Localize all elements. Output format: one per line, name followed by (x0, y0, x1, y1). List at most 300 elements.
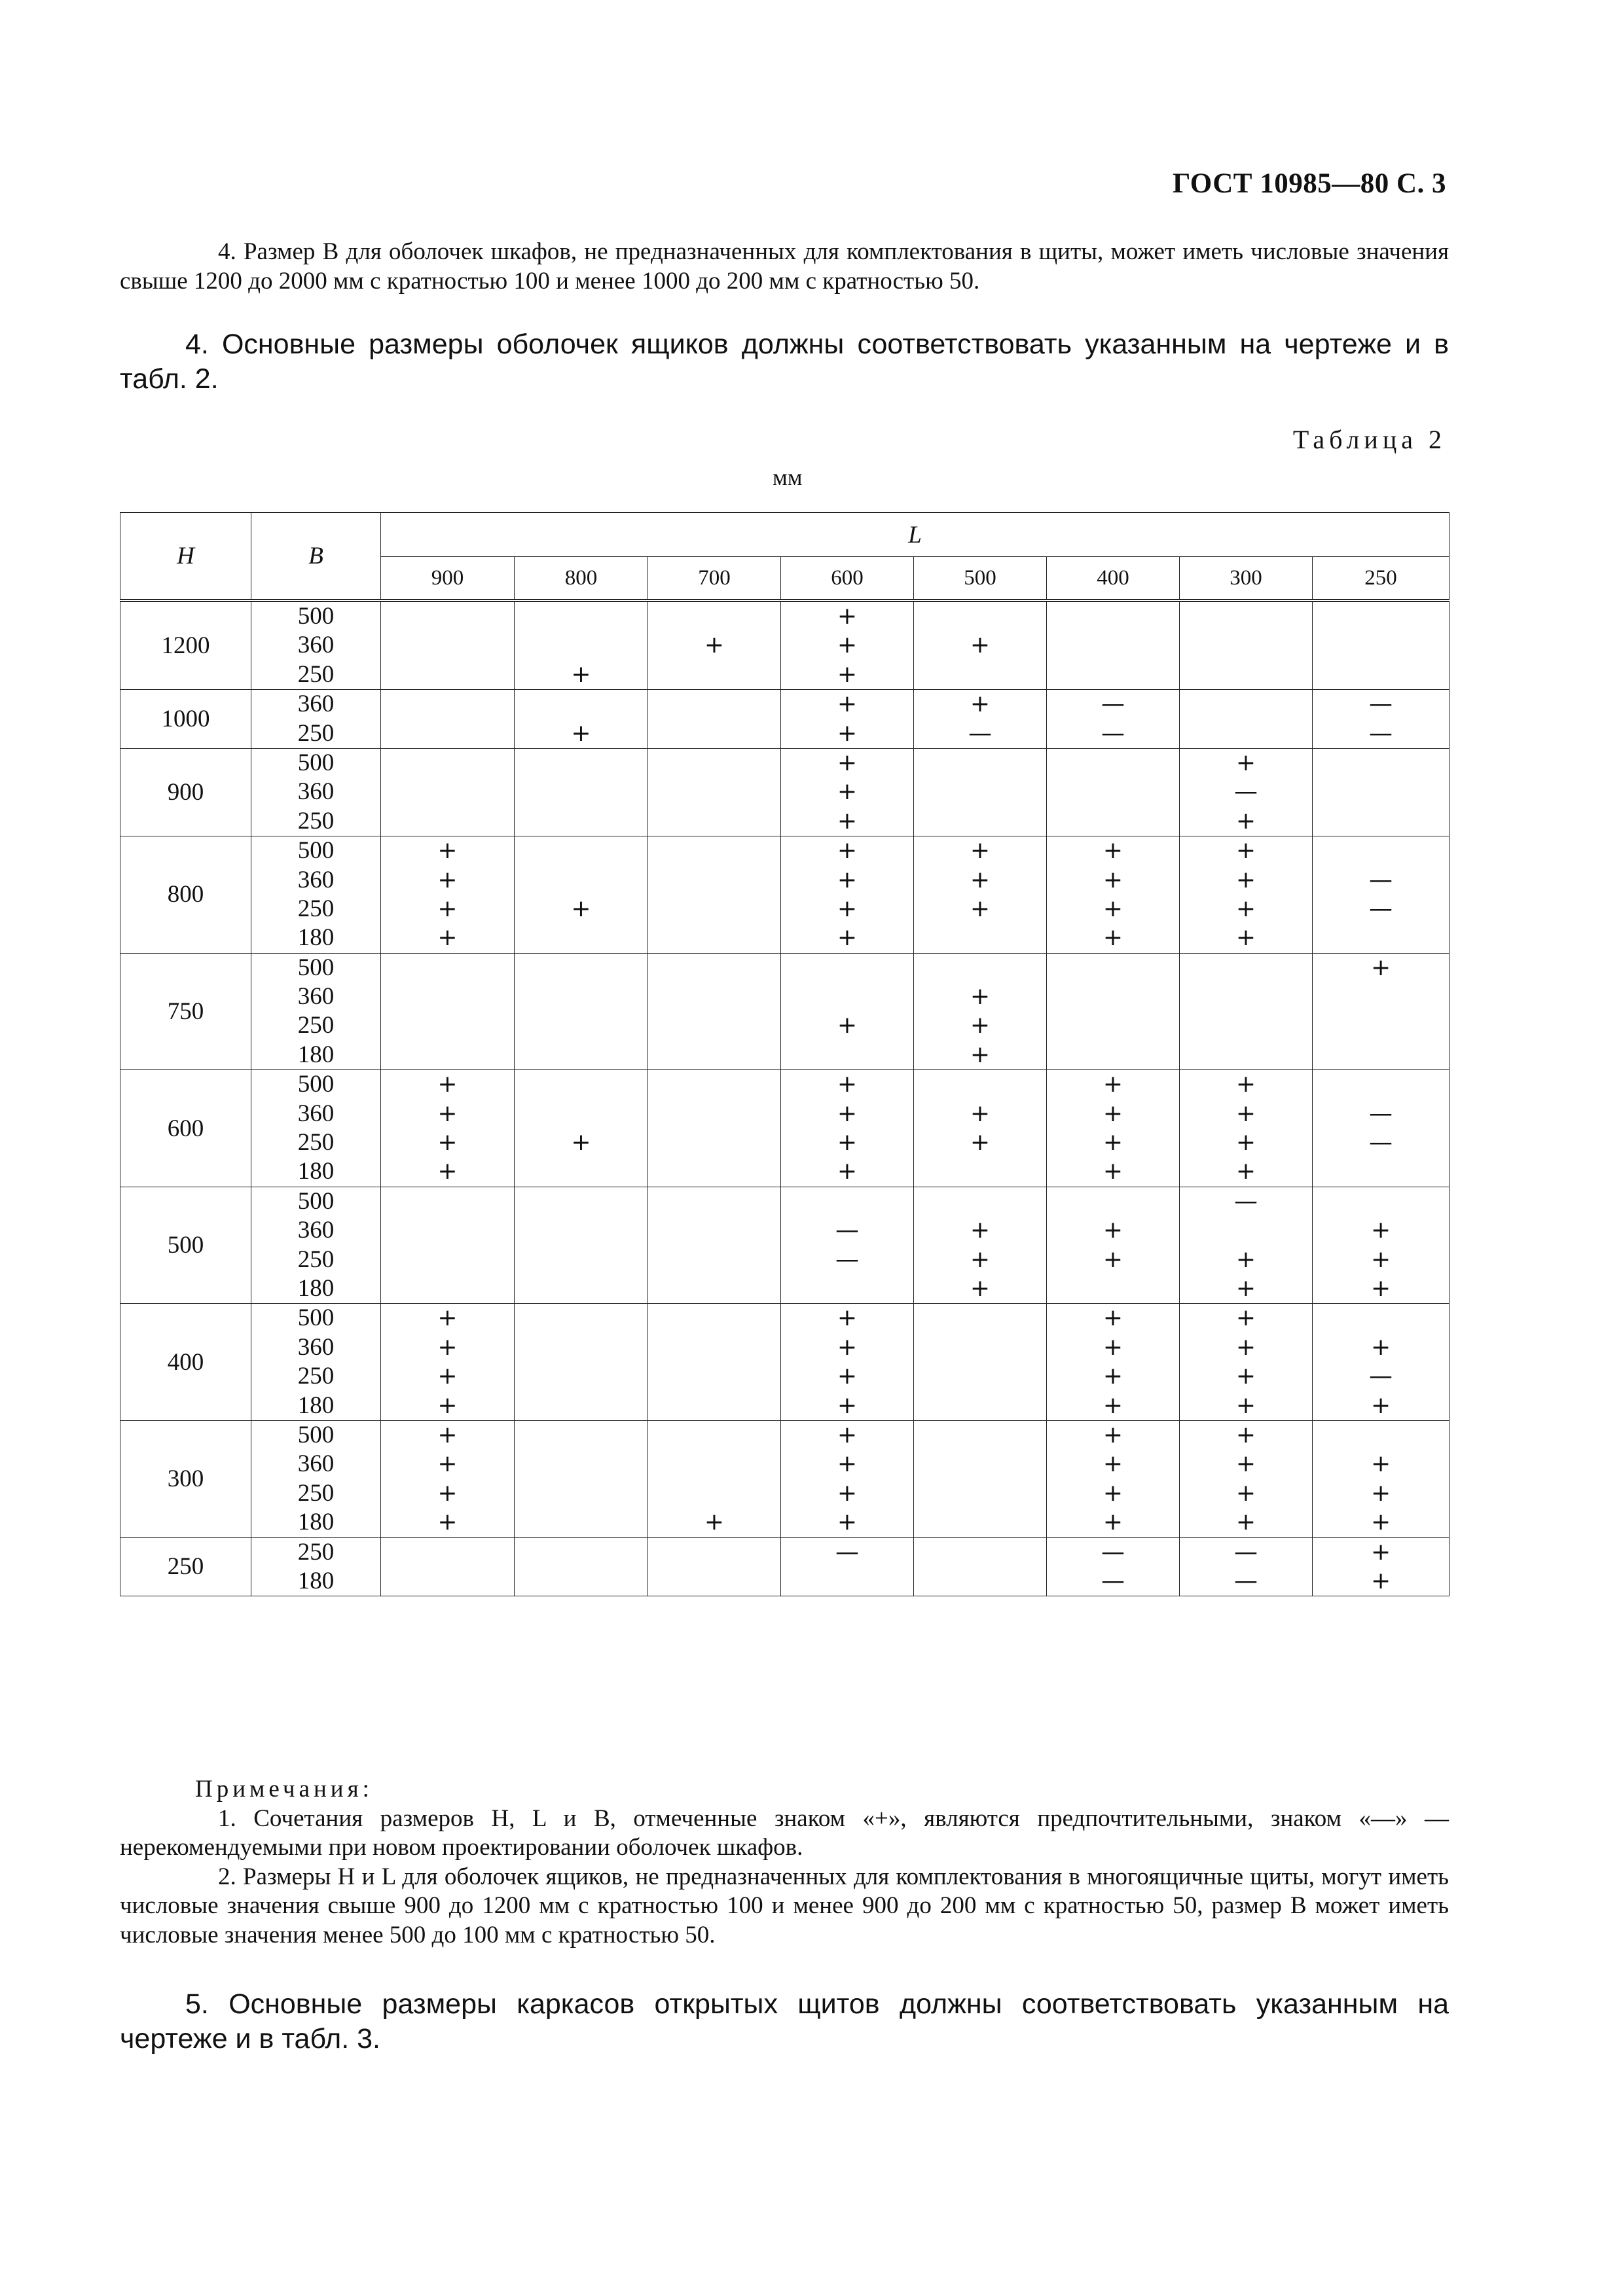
mark-value (648, 1041, 780, 1069)
mark-value: + (1103, 1333, 1123, 1361)
mark-cell (914, 748, 1047, 836)
mark-value (515, 1157, 647, 1186)
mark-value: — (1234, 1538, 1258, 1566)
mark-value: + (837, 719, 858, 747)
mark-value (515, 1450, 647, 1479)
mark-value: + (1235, 1479, 1256, 1507)
mark-value: + (1235, 1450, 1256, 1478)
mark-value (781, 1567, 913, 1596)
mark-value: + (571, 1129, 591, 1157)
mark-value: + (1235, 837, 1256, 865)
mark-cell (1313, 601, 1450, 690)
b-value: 500 (297, 1304, 335, 1332)
l-value-header: 400 (1047, 557, 1180, 601)
mark-value (648, 1567, 780, 1596)
mark-value (914, 924, 1046, 952)
mark-value (515, 982, 647, 1011)
mark-cell (515, 1420, 648, 1537)
mark-value (914, 749, 1046, 778)
mark-value: + (437, 1421, 458, 1448)
mark-value (1047, 660, 1179, 689)
mark-value: + (1235, 1246, 1256, 1273)
mark-cell (1180, 690, 1313, 749)
mark-value (1180, 1041, 1312, 1069)
mark-value: + (1370, 1274, 1391, 1302)
mark-cell (1047, 1187, 1180, 1304)
mark-value: + (837, 1479, 858, 1507)
mark-value (1047, 807, 1179, 836)
b-value: 250 (297, 1129, 335, 1157)
mark-value: — (835, 1538, 859, 1566)
mark-value (515, 924, 647, 952)
b-value: 360 (297, 778, 335, 806)
note-1: 1. Сочетания размеров H, L и B, отмеченные знаком «+», являются предпочтительными, знаком «—» — нерекомендуемыми при новом проектировании оболочек шкафов. (120, 1804, 1449, 1861)
b-value: 500 (297, 837, 335, 865)
mark-cell (1313, 690, 1450, 749)
mark-value (648, 1128, 780, 1157)
mark-value: + (1370, 1479, 1391, 1507)
mark-value (648, 1274, 780, 1303)
header-l: L (381, 512, 1450, 557)
mark-value: + (1370, 1538, 1391, 1566)
mark-cell (1047, 1420, 1180, 1537)
mark-value (381, 1246, 514, 1274)
mark-cell (381, 1070, 515, 1187)
mark-value (381, 1216, 514, 1245)
b-values-cell (251, 690, 381, 749)
mark-cell (781, 748, 914, 836)
b-value: 360 (297, 983, 335, 1011)
mark-cell (781, 1420, 914, 1537)
mark-value: + (1103, 1304, 1123, 1332)
b-value: 250 (297, 660, 335, 688)
h-value-cell: 750 (120, 953, 251, 1070)
h-value-cell: 1200 (120, 601, 251, 690)
mark-cell (1313, 1187, 1450, 1304)
mark-cell (1047, 953, 1180, 1070)
mark-value (1313, 1041, 1449, 1069)
mark-value (515, 602, 647, 631)
mark-cell (781, 1537, 914, 1596)
mark-value (381, 954, 514, 982)
mark-value (515, 1274, 647, 1303)
b-value: 250 (297, 1363, 335, 1390)
mark-value (1313, 1187, 1449, 1216)
mark-value (1313, 660, 1449, 689)
mark-value (648, 1304, 780, 1333)
mark-value: + (1235, 895, 1256, 922)
mark-value (1313, 778, 1449, 806)
mark-value (1180, 690, 1312, 719)
mark-value (648, 1450, 780, 1479)
dimensions-table (120, 512, 1450, 1596)
b-value: 500 (297, 954, 335, 981)
mark-value (648, 866, 780, 895)
mark-value: — (1234, 1567, 1258, 1594)
mark-value (1047, 602, 1179, 631)
mark-value: + (1370, 1217, 1391, 1244)
mark-cell (1180, 1070, 1313, 1187)
mark-value (914, 1508, 1046, 1537)
mark-value (1180, 1011, 1312, 1040)
mark-value: + (437, 895, 458, 922)
mark-value (1313, 1011, 1449, 1040)
note-2: 2. Размеры H и L для оболочек ящиков, не предназначенных для комплектования в многоящичные щиты, могут иметь числовые значения свыше 900 до 1200 мм с кратностью 100 и менее 900 до 200 мм с кратностью 50, размер B может иметь числовые значения менее 500 до 100 мм с кратностью 50. (120, 1863, 1449, 1948)
mark-cell (381, 953, 515, 1070)
h-value-cell: 600 (120, 1070, 251, 1187)
mark-value (1313, 807, 1449, 836)
mark-value (515, 1538, 647, 1567)
header-b: B (251, 512, 381, 601)
mark-value: + (437, 1100, 458, 1127)
mark-cell (648, 1070, 781, 1187)
mark-value: + (837, 632, 858, 659)
mark-value (1313, 1070, 1449, 1099)
mark-value (648, 1391, 780, 1420)
mark-value (648, 1100, 780, 1128)
mark-value: + (1370, 954, 1391, 981)
b-values-cell (251, 836, 381, 954)
mark-value: + (970, 632, 991, 659)
mark-value: + (437, 1509, 458, 1536)
mark-value (1047, 954, 1179, 982)
mark-cell (381, 748, 515, 836)
h-value-cell: 300 (120, 1420, 251, 1537)
l-value-header: 500 (914, 557, 1047, 601)
mark-cell (1047, 836, 1180, 954)
mark-value: + (1103, 1129, 1123, 1157)
b-value: 180 (297, 1158, 335, 1185)
mark-value: + (837, 837, 858, 865)
b-value: 250 (297, 1246, 335, 1273)
mark-value (515, 1041, 647, 1069)
mark-cell (515, 1537, 648, 1596)
mark-cell (381, 1420, 515, 1537)
mark-cell (381, 601, 515, 690)
mark-value (1313, 982, 1449, 1011)
mark-value (381, 778, 514, 806)
mark-value: + (837, 1158, 858, 1185)
mark-cell (781, 1304, 914, 1421)
mark-value: + (1103, 1363, 1123, 1390)
mark-value (1047, 1187, 1179, 1216)
b-value: 250 (297, 807, 335, 834)
mark-value (1047, 1041, 1179, 1069)
mark-value: + (1103, 1217, 1123, 1244)
mark-value (381, 749, 514, 778)
mark-cell (648, 1420, 781, 1537)
mark-value (381, 1187, 514, 1216)
table-caption: Таблица 2 (1292, 425, 1446, 454)
mark-value (515, 954, 647, 982)
mark-value (781, 954, 913, 982)
mark-value (515, 836, 647, 865)
mark-value (648, 954, 780, 982)
mark-value: + (837, 1012, 858, 1039)
mark-value (1313, 1157, 1449, 1186)
mark-value (515, 1304, 647, 1333)
mark-value: + (1103, 1391, 1123, 1419)
mark-cell (1180, 601, 1313, 690)
mark-value: + (704, 1509, 725, 1536)
mark-cell (914, 1070, 1047, 1187)
mark-value (648, 690, 780, 719)
mark-value: — (1234, 778, 1258, 806)
mark-value (1180, 1216, 1312, 1245)
mark-value (1047, 1274, 1179, 1303)
b-value: 360 (297, 1100, 335, 1127)
mark-cell (515, 1304, 648, 1421)
mark-value: + (1370, 1246, 1391, 1273)
mark-value (515, 1362, 647, 1391)
table-row (120, 1304, 1450, 1421)
mark-value: + (1235, 924, 1256, 952)
mark-value (1180, 660, 1312, 689)
mark-value (515, 1216, 647, 1245)
mark-value: — (1234, 1187, 1258, 1215)
table-row (120, 690, 1450, 749)
table-unit: мм (773, 464, 803, 490)
b-values-cell (251, 1537, 381, 1596)
mark-cell (1313, 1420, 1450, 1537)
b-value: 180 (297, 1274, 335, 1302)
mark-value (914, 1391, 1046, 1420)
mark-value: + (1103, 1421, 1123, 1448)
mark-value: — (1101, 691, 1125, 718)
mark-value: + (1235, 866, 1256, 893)
section-4-text: 4. Основные размеры оболочек ящиков должны соответствовать указанным на чертеже и в табл. 2. (120, 329, 1449, 395)
b-value: 360 (297, 1217, 335, 1244)
mark-cell (515, 953, 648, 1070)
mark-value: + (1103, 1246, 1123, 1273)
mark-cell (914, 1187, 1047, 1304)
mark-value: + (837, 866, 858, 893)
mark-value (1047, 749, 1179, 778)
mark-value: + (1103, 1100, 1123, 1127)
b-value: 500 (297, 749, 335, 776)
b-value: 180 (297, 1509, 335, 1536)
mark-value: + (1235, 1421, 1256, 1448)
mark-value: + (970, 983, 991, 1011)
b-values-cell (251, 1070, 381, 1187)
mark-value: + (837, 1421, 858, 1448)
mark-value: + (837, 1100, 858, 1127)
b-value: 500 (297, 1071, 335, 1098)
mark-value: + (970, 1129, 991, 1157)
mark-value (1047, 778, 1179, 806)
b-value: 250 (297, 1479, 335, 1507)
mark-value (515, 1187, 647, 1216)
mark-value: + (704, 632, 725, 659)
mark-value (1313, 836, 1449, 865)
page-header: ГОСТ 10985—80 С. 3 (1172, 168, 1446, 199)
mark-cell (781, 1187, 914, 1304)
mark-value: + (437, 1304, 458, 1332)
mark-value: + (970, 1246, 991, 1273)
mark-cell (1180, 1420, 1313, 1537)
table-row (120, 1187, 1450, 1304)
mark-value (914, 778, 1046, 806)
mark-cell (648, 690, 781, 749)
mark-cell (1047, 690, 1180, 749)
mark-value (648, 749, 780, 778)
h-value-cell: 800 (120, 836, 251, 954)
mark-value: + (1235, 1509, 1256, 1536)
mark-value (381, 1538, 514, 1567)
mark-value: + (837, 778, 858, 806)
mark-value: + (837, 749, 858, 776)
mark-value (515, 1070, 647, 1099)
table-row (120, 1537, 1450, 1596)
mark-value: + (1370, 1567, 1391, 1594)
mark-value (648, 924, 780, 952)
mark-value: + (1235, 1363, 1256, 1390)
mark-value (1180, 631, 1312, 660)
mark-value (914, 954, 1046, 982)
mark-value (781, 982, 913, 1011)
b-value: 250 (297, 895, 335, 922)
mark-value (1180, 602, 1312, 631)
mark-value: + (437, 1333, 458, 1361)
b-values-cell (251, 601, 381, 690)
mark-value: + (970, 895, 991, 922)
mark-value (914, 807, 1046, 836)
mark-value: + (837, 660, 858, 688)
mark-cell (648, 1537, 781, 1596)
mark-cell (1313, 1537, 1450, 1596)
mark-value: + (437, 1391, 458, 1419)
mark-value (381, 690, 514, 719)
mark-cell (381, 1304, 515, 1421)
table-row (120, 601, 1450, 690)
b-value: 250 (297, 1012, 335, 1039)
mark-value (1313, 602, 1449, 631)
mark-value (648, 602, 780, 631)
h-value-cell: 400 (120, 1304, 251, 1421)
mark-value: + (1103, 1479, 1123, 1507)
b-values-cell (251, 748, 381, 836)
mark-value: + (571, 895, 591, 922)
notes-title: Примечания: (195, 1776, 373, 1803)
mark-value: + (437, 1479, 458, 1507)
mark-value: + (1103, 1071, 1123, 1098)
mark-value (648, 1070, 780, 1099)
b-value: 360 (297, 632, 335, 659)
mark-value: — (1369, 719, 1393, 747)
mark-value: + (571, 719, 591, 747)
l-value-header: 800 (515, 557, 648, 601)
b-value: 180 (297, 924, 335, 952)
l-value-header: 250 (1313, 557, 1450, 601)
mark-value: + (1103, 837, 1123, 865)
mark-value (381, 719, 514, 748)
mark-value: + (437, 924, 458, 952)
mark-value (914, 1450, 1046, 1479)
mark-value (1047, 982, 1179, 1011)
mark-value (648, 982, 780, 1011)
mark-cell (515, 690, 648, 749)
mark-value: — (1369, 1129, 1393, 1157)
mark-value: + (1235, 1158, 1256, 1185)
mark-value (648, 1479, 780, 1508)
mark-cell (781, 836, 914, 954)
mark-value: — (1369, 1100, 1393, 1127)
mark-value: + (1235, 1274, 1256, 1302)
mark-cell (1313, 1304, 1450, 1421)
mark-value (648, 1246, 780, 1274)
mark-value (914, 1538, 1046, 1567)
mark-value (648, 1011, 780, 1040)
mark-value: — (968, 719, 992, 747)
mark-value (648, 807, 780, 836)
mark-value: + (837, 807, 858, 834)
mark-value (515, 1508, 647, 1537)
mark-value (381, 1274, 514, 1303)
mark-cell (1047, 1070, 1180, 1187)
mark-value: + (437, 837, 458, 865)
mark-cell (1047, 601, 1180, 690)
mark-value (648, 1362, 780, 1391)
b-value: 360 (297, 1333, 335, 1361)
mark-value: + (837, 1450, 858, 1478)
mark-cell (1313, 953, 1450, 1070)
l-value-header: 600 (781, 557, 914, 601)
mark-value (1313, 749, 1449, 778)
mark-cell (515, 1187, 648, 1304)
table-row (120, 1420, 1450, 1537)
mark-value: + (437, 1071, 458, 1098)
mark-value (381, 807, 514, 836)
mark-value (515, 1391, 647, 1420)
mark-value: + (1103, 1158, 1123, 1185)
mark-value: + (1370, 1391, 1391, 1419)
mark-value: + (437, 1450, 458, 1478)
mark-value (914, 1070, 1046, 1099)
mark-value: + (1235, 1333, 1256, 1361)
b-values-cell (251, 1420, 381, 1537)
mark-value (1313, 631, 1449, 660)
mark-value (515, 778, 647, 806)
mark-value (781, 1274, 913, 1303)
b-values-cell (251, 1304, 381, 1421)
mark-value: + (1235, 1100, 1256, 1127)
mark-value: + (437, 1158, 458, 1185)
mark-value (781, 1041, 913, 1069)
mark-value: — (835, 1217, 859, 1244)
b-value: 360 (297, 866, 335, 893)
mark-value: + (437, 1129, 458, 1157)
mark-value: + (970, 866, 991, 893)
mark-value (1313, 924, 1449, 952)
mark-cell (648, 601, 781, 690)
mark-value (381, 1011, 514, 1040)
mark-cell (1180, 953, 1313, 1070)
mark-cell (781, 601, 914, 690)
mark-value: + (970, 837, 991, 865)
mark-cell (1180, 836, 1313, 954)
mark-value: + (1103, 866, 1123, 893)
mark-value (914, 1304, 1046, 1333)
mark-value: + (837, 1071, 858, 1098)
b-values-cell (251, 953, 381, 1070)
mark-value: — (835, 1246, 859, 1273)
mark-value: + (970, 1217, 991, 1244)
table-row (120, 836, 1450, 954)
mark-value (648, 836, 780, 865)
h-value-cell: 900 (120, 748, 251, 836)
b-value: 180 (297, 1391, 335, 1419)
mark-value: + (970, 1041, 991, 1068)
